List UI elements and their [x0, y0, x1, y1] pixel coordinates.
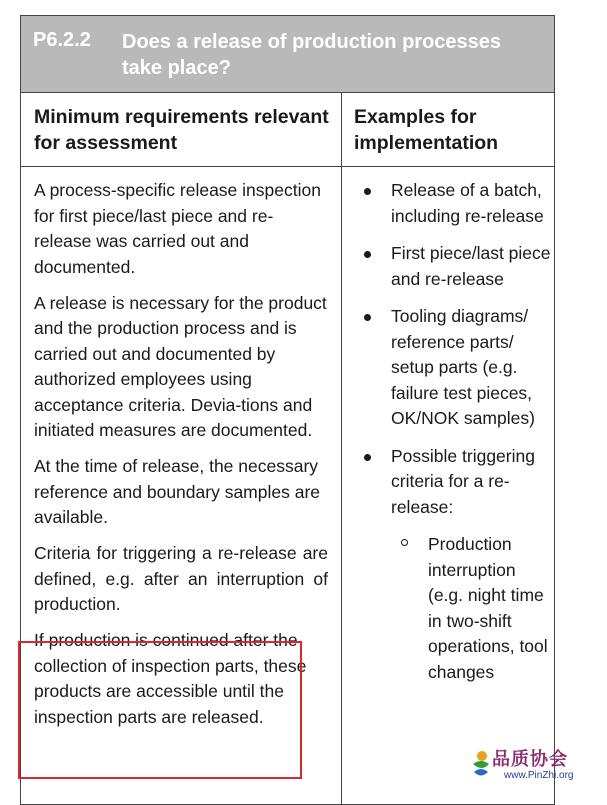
requirements-column: [34, 178, 328, 741]
column-divider: [341, 167, 342, 804]
bullet-icon: [364, 188, 371, 195]
watermark-chinese: 品质协会: [492, 749, 568, 769]
example-item: [354, 304, 554, 432]
requirement-paragraph: A process-specific release inspection for first piece/last piece and re-release was carried out and documented.: [34, 180, 321, 277]
requirement-paragraph: At the time of release, the necessary reference and boundary samples are available.: [34, 456, 321, 527]
sub-example-item: [354, 532, 554, 685]
section-number: P6.2.2: [33, 29, 91, 51]
requirements-table: [20, 15, 555, 805]
circle-bullet-icon: [401, 539, 408, 546]
column-header-requirements: Minimum requirements relevant for assessment: [21, 93, 342, 167]
bullet-icon: [364, 454, 371, 461]
section-title: Does a release of production processes take place?: [122, 31, 502, 79]
bullet-icon: [364, 251, 371, 258]
requirement-paragraph: Criteria for triggering a re-release are defined, e.g. after an interruption of production.: [34, 543, 328, 614]
example-text: Tooling diagrams/ reference parts/ setup parts (e.g. failure test pieces, OK/NOK samples): [391, 306, 535, 428]
examples-column: [354, 178, 554, 685]
bullet-icon: [364, 314, 371, 321]
watermark-url: www.PinZhi.org: [504, 770, 574, 781]
example-item: [354, 444, 554, 521]
requirement-paragraph-highlighted: If production is continued after the collection of inspection parts, these products are accessible until the inspection parts are released.: [34, 630, 307, 727]
column-header-examples: Examples for implementation: [342, 93, 554, 167]
sub-example-text: Production interruption (e.g. night time in two-shift operations, tool changes: [428, 534, 548, 682]
example-text: Release of a batch, including re-release: [391, 180, 544, 226]
watermark: [470, 745, 607, 789]
example-text: First piece/last piece and re-release: [391, 243, 551, 289]
example-item: [354, 241, 554, 292]
section-header: [21, 16, 554, 93]
requirement-paragraph: A release is necessary for the product and the production process and is carried out and documented by authorized employees using acceptance criteria. Devia-tions and initiated measures are documented.: [34, 292, 327, 440]
example-text: Possible triggering criteria for a re-release:: [391, 445, 535, 517]
example-item: [354, 178, 554, 229]
pinzhi-logo-icon: [470, 750, 492, 780]
